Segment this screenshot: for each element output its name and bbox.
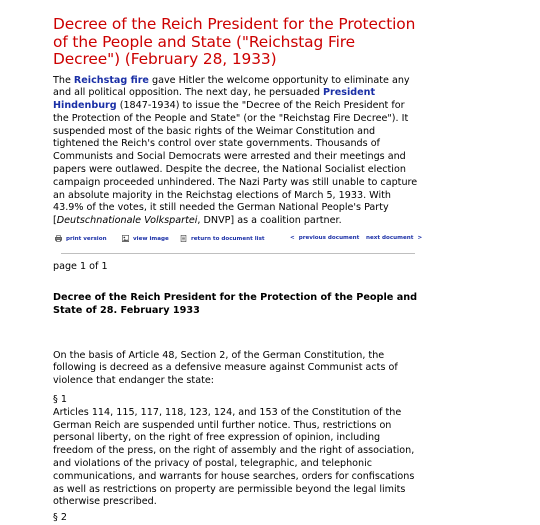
section-2-mark: § 2 bbox=[53, 512, 67, 524]
intro-text: The bbox=[53, 74, 74, 86]
decree-preamble: On the basis of Article 48, Section 2, of the German Constitution, the following is decreed as a defensive measure against Communist acts of violence that endanger the state: bbox=[53, 349, 398, 387]
intro-text: , DNVP] as a coalition partner. bbox=[197, 215, 342, 227]
previous-document-link[interactable] bbox=[290, 235, 359, 241]
section-1-mark: § 1 bbox=[53, 394, 67, 406]
document-list-icon bbox=[180, 235, 187, 242]
page-count: page 1 of 1 bbox=[53, 261, 108, 273]
previous-document-label: previous document bbox=[298, 235, 360, 242]
page-title: Decree of the Reich President for the Protection of the People and State ("Reichstag Fire Decree") (February 28, 1933) bbox=[53, 15, 416, 68]
intro-text: gave Hitler the welcome opportunity to eliminate any and all political opposition. The next day, he persuaded bbox=[53, 74, 410, 99]
section-1-text: Articles 114, 115, 117, 118, 123, 124, and 153 of the Constitution of the German Reich are suspended until further notice. Thus, restrictions on personal liberty, on the right of free expression of opinion, including freedom of the press, on the right of assembly and the right of association, and violations of the privacy of postal, telegraphic, and telephonic communications, and warrants for house searches, orders for confiscations as well as restrictions on property are permissible beyond the legal limits otherwise prescribed. bbox=[53, 406, 415, 508]
view-image-link[interactable] bbox=[122, 235, 169, 242]
intro-text: (1847-1934) to issue the "Decree of the Reich President for the Protection of the People and State" (or the "Reichstag Fire Decree"). It suspended most of the basic rights of the Weimar Constitution and tightened the Reich's control over state governments. Thousands of Communists and Social Democrats were arrested and their meetings and papers were outlawed. Despite the decree, the National Socialist election campaign proceeded unhindered. The Nazi Party was still unable to capture an absolute majority in the Reichstag elections of March 5, 1933. With 43.9% of the votes, it still needed the German National People's Party [ bbox=[53, 100, 418, 227]
intro-italic-term: Deutschnationale Volkspartei bbox=[56, 215, 198, 227]
image-icon bbox=[122, 235, 129, 242]
next-document-label: next document bbox=[366, 235, 414, 242]
return-to-list-link[interactable] bbox=[180, 235, 265, 242]
reichstag-fire-link[interactable]: Reichstag fire bbox=[73, 74, 149, 86]
return-to-list-label: return to document list bbox=[191, 235, 265, 242]
print-version-label: print version bbox=[66, 235, 107, 242]
document-heading: Decree of the Reich President for the Protection of the People and State of 28. February 1933 bbox=[53, 292, 418, 316]
previous-arrow-icon: < bbox=[290, 235, 295, 242]
print-version-link[interactable] bbox=[55, 235, 107, 242]
divider bbox=[61, 253, 415, 254]
view-image-label: view image bbox=[133, 235, 169, 242]
president-hindenburg-link[interactable]: President Hindenburg bbox=[53, 87, 376, 112]
next-document-link[interactable] bbox=[366, 235, 422, 241]
printer-icon bbox=[55, 235, 62, 242]
next-arrow-icon: > bbox=[417, 235, 423, 242]
document-page bbox=[53, 16, 423, 525]
document-toolbar bbox=[53, 233, 423, 247]
intro-paragraph bbox=[53, 75, 423, 229]
